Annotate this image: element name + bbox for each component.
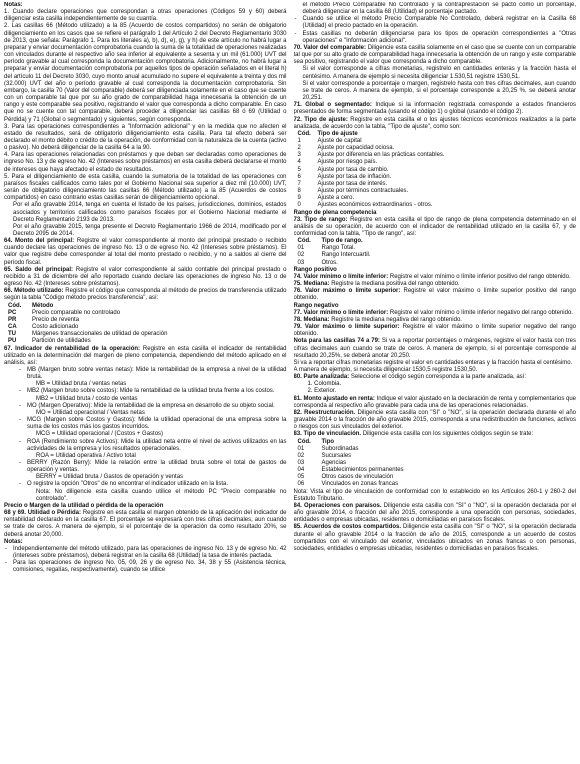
field-78-text: Registre la mediana negativa del rango obtenido. <box>331 316 462 323</box>
field-83-note: Nota: Vista el tipo de vinculación de conformidad con lo establecido en los Artículos 260-1 y 260-2 del Estatuto Tributario. <box>293 488 576 502</box>
range-code: 02 <box>297 252 305 259</box>
adjustment-code: 7 <box>297 180 301 187</box>
field-68-69-label: 68 y 69. Utilidad o Pérdida: <box>4 510 82 517</box>
field-82-text: Diligencie esta casilla con "SI" o "NO", si la operación declarada durante el año gravable 2014 o la fracción de año gravable 2015, corresponda a una redistribución de funciones, activos o riesgos con sus vinculados del exterior. <box>293 409 576 431</box>
field-68-69-text: Registre en esta casilla el margen obtenido de la aplicación del indicador de rentabilidad declarado en la casilla 67. El porcentaje se expresará con tres cifras decimales, aun cuando se trate de ceros. A manera de ejemplo, si el porcentaje de la operación da como resultado 20%, se deberá anotar 20,000. <box>4 510 287 538</box>
field-77-label: 77. Valor mínimo o límite inferior: <box>293 309 389 316</box>
adjustment-type: Ajuste de capital <box>317 137 362 144</box>
method-table-head-name: Método <box>32 302 54 309</box>
indicator-note: Nota: No diligencie esta casilla cuando utilice el método PC "Precio comparable no controlado". <box>36 488 287 502</box>
adjustment-type: Ajuste por tasa de cambio. <box>317 166 389 173</box>
note-74-79 <box>294 338 577 359</box>
indicator-berry: - BERRY (Razón Berry): Mide la relación entre la utilidad bruta sobre el total de gastos de operación y ventas. <box>18 460 287 474</box>
field-82 <box>294 410 577 431</box>
indicator-list <box>4 367 287 503</box>
adjustment-head-code: Cód. <box>297 130 311 137</box>
adjustment-code: 0 <box>297 202 301 209</box>
field-76-text: Registre el valor máximo o límite superior positivo del rango obtenido. <box>293 288 576 302</box>
adjustment-type: Ajustes económicos extraordinarios - otros. <box>317 202 433 209</box>
field-64 <box>4 238 287 267</box>
field-72-label: 72. Tipo de ajuste: <box>293 116 348 123</box>
range-code: 01 <box>297 245 305 252</box>
link-type-code: 06 <box>297 481 305 488</box>
note-2: 2. Las casillas 66 (Método utilizado) a la 85 (Acuerdo de costos compartidos) no serán de obligatorio diligenciamiento en los casos que se refiere el parágrafo 1 del Artículo 2 del Decreto Reglamentario 3030 de 2013, que señala: Parágrafo 1. Para los literales a), b), d), e), g), y h) de este artículo no habrá lugar a preparar y enviar documentación comprobatoria cuando la suma de la totalidad de operaciones realizadas con vinculados durante el respectivo año sea inferior al equivalente a sesenta y un mil (61.000) UVT del período gravable al cual corresponda la documentación comprobatoria. Adicionalmente, no habrá lugar a preparar y enviar documentación comprobatoria por aquellos tipos de operación señalados en el literal h) del artículo 11 del Decreto 3030, cuyo monto anual acumulado no supere el equivalente a treinta y dos mil (32.000) UVT del año o período gravable al cual corresponda la documentación comprobatoria. Sin embargo, la casilla 70 (Valor del comparable) deberá ser diligenciada solamente en el caso que se cuente con un comparable tal que por su año grado de comparabilidad haga innecesaria la obtención de un rango y este comparable sea positivo, registrando el valor que corresponda a dicho comparable. En caso que no se cuente con tal comparable, deberá proceder a diligenciar las casillas 68 ó 69 (Utilidad o Pérdida) y 71 (Global o segmentado) y siguientes, según corresponda. <box>4 23 287 123</box>
field-81-text: Indique el valor ajustado en la declaración de renta y complementarios que corresponda al respectivo año gravable para cada una de las operaciones relacionadas. <box>293 395 576 409</box>
link-type-code: 03 <box>297 460 305 466</box>
field-83 <box>294 431 577 438</box>
link-type-head-code: Cód. <box>297 438 311 445</box>
notes-heading-2: Notas: <box>4 538 23 545</box>
section-range: Rango de plena competencia <box>293 209 377 216</box>
adjustment-code: 4 <box>297 159 301 166</box>
adjustment-code: 2 <box>297 145 301 152</box>
indicator-mcg: - MCG (Margen sobre Costos y Gastos): Mide la utilidad operacional de una empresa sobre la suma de los costos más los gastos incurridos. <box>18 417 287 431</box>
adjustment-code: 8 <box>297 188 301 195</box>
indicator-mo-formula: MO = Utilidad operacional / Ventas netas <box>36 409 145 416</box>
adjustment-type: Ajuste por tasa de interés. <box>317 180 388 187</box>
notes-heading: Notas: <box>4 2 23 8</box>
field-65-text: Registre el valor correspondiente al saldo contable del principal prestado o recibido a 31 de diciembre del año reportado cuando declare las operaciones de ingreso No. 13 o de egreso No. 42 (Intereses sobre préstamos). <box>4 266 287 288</box>
link-type-code: 02 <box>297 452 305 459</box>
field-71-text: Indique si la información registrada corresponde a estados financieros presentados de forma segmentada (usando el código 1) o global (usando el código 2). <box>293 102 576 116</box>
link-type-name: Agencias <box>321 460 347 466</box>
field-81-label: 81. Monto ajustado en renta: <box>293 395 375 402</box>
field-84 <box>294 503 577 524</box>
indicator-mb-formula: MB = Utilidad bruta / ventas netas <box>36 381 127 388</box>
field-75 <box>294 281 577 288</box>
method-table <box>4 303 287 346</box>
adjustment-type: Ajuste a cero. <box>317 195 355 202</box>
adjustment-code: 6 <box>297 173 301 180</box>
field-73-text: Registre en esta casilla el tipo de rango de plena competencia determinado en el análisis de su operación, de acuerdo con el indicador de rentabilidad utilizado en la casilla 67, y de conformidad con la tabla, "Tipo de rango", así: <box>293 216 576 237</box>
indicator-berry-formula: BERRY = Utilidad bruta / Gastos de operación y ventas <box>36 474 184 481</box>
field-66-label: 66. Método utilizado: <box>4 288 64 295</box>
field-80-options <box>294 381 577 395</box>
method-code: CA <box>8 324 17 331</box>
field-84-text: Diligencie esta casilla con "SI" o "NO", si la operación declarada por el año gravable 2014, o fracción del año 2015, corresponde a una operación con personas, sociedades, entidades o empresas ubicadas, residentes o domiciliadas en paraísos fiscales. <box>293 502 576 524</box>
field-83-text: Diligencie esta casilla con los siguientes códigos según se trate: <box>362 431 534 438</box>
section-price-margin: Precio o Margen de la utilidad o pérdida de la operación <box>4 502 164 509</box>
note-74-79-example: A manera de ejemplo, si necesita diligenciar 1530,5 registre 1530,50. <box>293 366 478 373</box>
option-exterior: 2. Exterior. <box>307 388 337 395</box>
field-79-label: 79. Valor máximo o límite superior: <box>293 324 400 331</box>
adjustment-table <box>294 131 577 210</box>
link-type-name: Subordinadas <box>321 445 359 452</box>
adjustment-type: Ajuste por riesgo país. <box>317 159 378 166</box>
field-65-label: 65. Saldo del principal: <box>4 266 73 273</box>
field-70 <box>294 45 577 66</box>
method-name: Precio de reventa <box>32 316 80 323</box>
option-colombia: 1. Colombia. <box>307 381 342 388</box>
indicator-roa: - ROA (Rendimiento sobre Activos): Mide la utilidad neta entre el nivel de activos utilizados en las actividades de la empresa y los resultados operacionales. <box>18 439 287 453</box>
link-type-table <box>294 439 577 489</box>
indicator-mcg-formula: MCG = Utilidad operacional / (Costos + Gastos) <box>36 431 164 438</box>
note-continuation: el método Precio Comparable No Controlado y la contraprestación se pactó como un porcentaje, deberá diligenciar en la casilla 68 (Utilidad) el porcentaje pactado. <box>302 2 576 16</box>
range-table <box>294 238 577 267</box>
link-type-code: 04 <box>297 467 305 474</box>
field-85-label: 85. Acuerdos de costos compartidos. <box>293 524 402 531</box>
field-84-label: 84. Operaciones con paraísos. <box>293 502 382 509</box>
field-72-text: Registre en esta casilla el o los ajustes técnicos económicos realizados a la parte analizada, de acuerdo con la tabla, "Tipo de ajuste", como son: <box>293 116 576 130</box>
field-71 <box>294 102 577 116</box>
method-code: PC <box>8 309 17 316</box>
method-name: Márgenes transaccionales de utilidad de operación <box>32 331 168 338</box>
field-85 <box>294 524 577 553</box>
method-name: Partición de utilidades <box>32 338 91 345</box>
adjustment-type: Ajuste por diferencia en las prácticas contables. <box>317 152 445 159</box>
field-70-percentage: Si el valor corresponde a porcentaje o margen, registrelo hasta con tres cifras decimales, aun cuando se trate de ceros. A manera de ejemplo, si el porcentaje corresponde a 20,25 %, se deberá anotar 20,251. <box>302 80 576 102</box>
method-name: Costo adicionado <box>32 324 79 331</box>
field-70-text: Diligencie esta casilla solamente en el caso que se cuente con un comparable tal que por su alto grado de comparabilidad haga innecesaria la obtención de un rango y este comparable sea positivo, registrando el valor que corresponda a dicho comparable. <box>293 44 576 66</box>
field-75-text: Registre la mediana positiva del rango obtenido. <box>331 281 460 288</box>
note-74-79-label: Nota para las casillas 74 a 79: <box>293 338 380 345</box>
field-75-label: 75. Mediana: <box>293 281 330 288</box>
note-3: 3. Para las operaciones correspondientes a "Información adicional" y en la medida que no afecten el estado de resultados, será de obligatorio diligenciamiento esta casilla. Para tal efecto deberá ser declarado el monto débito o crédito de la operación, de conformidad con la naturaleza de la cuenta (activo o pasivo). No deberá diligenciar de la casilla 64 a la 90. <box>4 123 287 152</box>
field-78-label: 78. Mediana: <box>293 316 330 323</box>
note-1: 1. Cuando declare operaciones que correspondan a otras operaciones (Códigos 59 y 60) deberá diligenciar esta casilla independientemente de su cuantía. <box>4 9 287 23</box>
adjustment-head-type: Tipo de ajuste <box>317 130 358 137</box>
field-74-label: 74. Valor mínimo o límite inferior: <box>293 273 389 280</box>
field-64-label: 64. Monto del principal: <box>4 238 75 245</box>
note-other-operations: - Estas casillas no deberán diligenciarse para los tipos de operación correspondientes a "Otras operaciones" e "Información adicional". <box>294 31 577 45</box>
field-81 <box>294 396 577 410</box>
link-type-name: Vinculados en zonas francas <box>321 481 399 488</box>
field-67 <box>4 346 287 367</box>
range-type: Otros. <box>321 259 338 266</box>
field-64-text: Registre el valor correspondiente al monto del principal prestado o recibido cuando declare las operaciones de ingreso No. 13 o de egreso No. 42 (Intereses sobre préstamos). El valor que registre debe corresponder al total del monto prestado o recibido, y no a saldos al cierre del período fiscal. <box>4 238 287 266</box>
field-66 <box>4 288 287 302</box>
method-name: Precio comparable no controlado <box>32 309 121 316</box>
note-74-79-monetary: Si va a reportar cifras monetarias registre el valor en cantidades enteras y la fracción hasta el centésimo. <box>293 359 573 366</box>
method-code: TU <box>8 331 16 338</box>
field-77 <box>294 310 577 317</box>
field-67-label: 67. Indicador de rentabilidad de la operación: <box>4 345 141 352</box>
adjustment-code: 9 <box>297 195 301 202</box>
link-type-name: Sucursales <box>321 452 352 459</box>
field-74-text: Registre el valor mínimo o límite inferior positivo del rango obtenido. <box>389 273 571 280</box>
field-79 <box>294 324 577 338</box>
field-70-label: 70. Valor del comparable: <box>293 44 366 51</box>
field-77-text: Registre el valor mínimo o límite inferior negativo del rango obtenido. <box>389 309 573 316</box>
range-type: Rango Total. <box>321 245 356 252</box>
range-head-type: Tipo de rango. <box>321 238 363 245</box>
method-table-head-code: Cód. <box>8 302 22 309</box>
note-interest-rate: - Independientemente del método utilizado, para las operaciones de ingreso No. 13 y de egreso No. 42 (intereses sobre préstamos), deberá registrar en la casilla 68 (Utilidad) la tasa de interés pactada. <box>4 546 287 560</box>
field-70-monetary: Si el valor corresponde a cifras monetarias, registrelo en cantidades enteras y la fracción hasta el centésimo. A manera de ejemplo si necesita diligenciar 1.530,51 registre 1530,51. <box>302 66 576 80</box>
left-column <box>4 2 287 762</box>
note-74-79-text: Si va a reportar porcentajes o márgenes, registre el valor hasta con tres cifras decimales aun cuando se trate de ceros. A manera de ejemplo, si el porcentaje corresponde al resultado 20,25%, se deberá anotar 20,250. <box>293 338 576 359</box>
method-code: PR <box>8 316 17 323</box>
adjustment-type: Ajuste por tasa de inflación. <box>317 173 392 180</box>
field-67-text: Registre en esta casilla el indicador de rentabilidad utilizado en la determinación del margen de pleno competencia, dependiendo del método aplicado en el análisis, así: <box>4 345 287 366</box>
field-73 <box>294 217 577 238</box>
range-code: 03 <box>297 259 305 266</box>
adjustment-type: Ajuste por capacidad ociosa. <box>317 145 395 152</box>
adjustment-code: 5 <box>297 166 301 173</box>
field-74 <box>294 274 577 281</box>
field-72 <box>294 117 577 131</box>
right-column <box>294 2 577 762</box>
indicator-mb2: - MB2 (Margen bruto sobre costos): Mide la rentabilidad de la utilidad bruta frente a los costos. <box>18 388 287 395</box>
field-78 <box>294 317 577 324</box>
note-comparable-price: - Cuando se utilice el método Precio Comparable No Controlado, deberá registrar en la Casilla 68 (Utilidad) el precio pactado en la operación. <box>294 16 577 30</box>
link-type-name: Otros casos de vinculación <box>321 474 394 481</box>
field-76 <box>294 288 577 302</box>
adjustment-code: 3 <box>297 152 301 159</box>
section-negative-range: Rango negativo <box>293 302 339 309</box>
note-technical-assistance: - Para las operaciones de ingreso No. 05, 09, 26 y de egreso No. 34, 38 y 55 (Asistencia técnica, comisiones, regalías, respectivamente), cuando se utilice <box>4 560 287 574</box>
method-code: PU <box>8 338 17 345</box>
field-73-label: 73. Tipo de rango: <box>293 216 348 223</box>
field-80-text: Seleccione el código según corresponda a la parte analizada, así: <box>350 374 526 381</box>
indicator-mo: - MO (Margen Operativo): Mide la rentabilidad de la empresa en desarrollo de su objeto social. <box>18 403 287 410</box>
adjustment-type: Ajuste por términos contractuales. <box>317 188 409 195</box>
note-5-decree-2015: Por el año gravable 2015, tenga presente el Decreto Reglamentario 1966 de 2014, modificado por el Decreto 2095 de 2014. <box>13 223 287 237</box>
field-80 <box>294 374 577 381</box>
indicator-other: - O registre la opción "Otros" de no encontrar el indicador utilizado en la lista. <box>18 481 287 488</box>
link-type-code: 05 <box>297 474 305 481</box>
indicator-mb: - MB (Margen bruto sobre ventas netas): Mide la rentabilidad de la empresa a nivel de la utilidad bruta. <box>18 367 287 381</box>
field-79-text: Registre el valor máximo o límite superior negativo del rango obtenido. <box>293 324 576 338</box>
note-4: 4. Para las operaciones relacionadas con préstamos y que deban ser declaradas como operaciones de ingreso No. 13 y de egreso No. 42 (Intereses sobre préstamos) en esta casilla deberá declararse el monto de intereses que haya afectado el estado de resultados. <box>4 152 287 173</box>
note-5-decree-2014: Por el año gravable 2014, tenga en cuenta el listado de los países, jurisdicciones, dominios, estados asociados y territorios calificados como paraísos fiscales por el Gobierno Nacional mediante el Decreto Reglamentario 2193 de 2013. <box>13 202 287 223</box>
field-85-text: Diligencie esta casilla con "SI" o "NO", si la operación declarada durante el año gravable 2014 o la fracción de año de 2015, corresponde a un acuerdo de costos compartidos con el vinculado del exterior, vinculados ubicados en zonas francas o con personas, sociedades, entidades o empresas ubicadas, residentes o domiciliadas en paraísos fiscales. <box>293 524 576 552</box>
adjustment-code: 1 <box>297 137 301 144</box>
range-head-code: Cód. <box>297 238 311 245</box>
field-83-label: 83. Tipo de vinculación. <box>293 431 362 438</box>
link-type-code: 01 <box>297 445 305 452</box>
indicator-roa-formula: ROA = Utilidad operativa / Activo total <box>36 452 136 459</box>
note-5: 5. Para el diligenciamiento de esta casilla, cuando la sumatoria de la totalidad de las operaciones con paraísos fiscales calificados como tales por el Gobierno Nacional sea superior a diez mil (10.000) UVT, serán de obligatorio diligenciamiento las casillas 66 (Método utilizado) a la 85 (Acuerdos de costos compartidos) en caso contrario estas casillas serán de diligenciamiento opcional. <box>4 173 287 202</box>
field-71-label: 71. Global o segmentado: <box>293 102 372 109</box>
field-66-text: Registre el código que corresponda al método de precios de transferencia utilizado según la tabla "Código método precios transferencia", así: <box>4 288 287 302</box>
field-68-69 <box>4 510 287 539</box>
field-76-label: 76. Valor máximo o límite superior: <box>293 288 401 295</box>
link-type-name: Establecimientos permanentes <box>321 467 404 474</box>
field-65 <box>4 267 287 288</box>
range-type: Rango Intercuartil. <box>321 252 371 259</box>
indicator-mb2-formula: MB2 = Utilidad bruta / costo de ventas <box>36 395 138 402</box>
section-positive-range: Rango positivo <box>293 266 337 273</box>
link-type-head-type: Tipo <box>321 438 335 445</box>
field-80-label: 80. Parte analizada: <box>293 374 350 381</box>
field-82-label: 82. Reestructuración. <box>293 409 356 416</box>
